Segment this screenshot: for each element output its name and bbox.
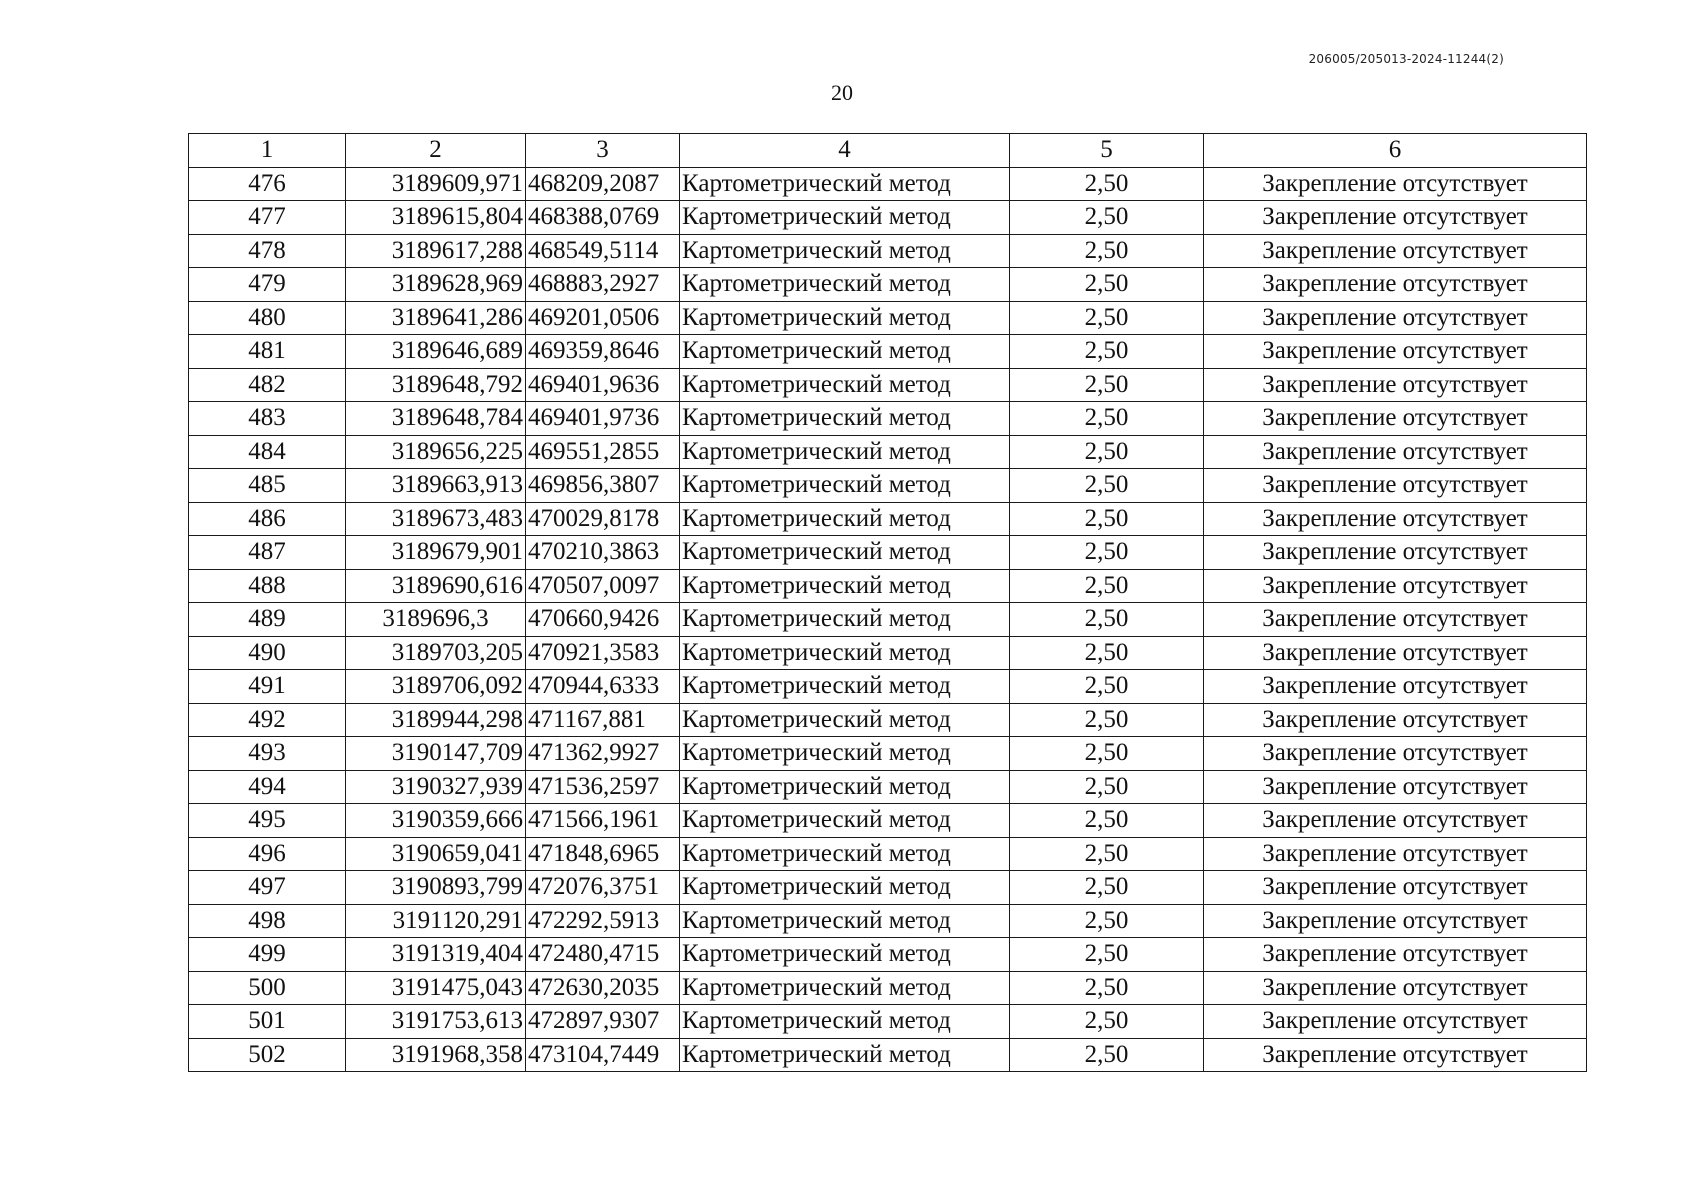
x-coordinate-cell: 3189617,288 [346, 234, 526, 268]
x-coordinate-cell: 3189690,616 [346, 569, 526, 603]
table-row [189, 402, 1587, 436]
marker-description-cell: Закрепление отсутствует [1204, 234, 1587, 268]
point-number-cell: 491 [189, 670, 346, 704]
accuracy-cell: 2,50 [1010, 201, 1204, 235]
accuracy-cell: 2,50 [1010, 502, 1204, 536]
table-row [189, 804, 1587, 838]
marker-description-cell: Закрепление отсутствует [1204, 871, 1587, 905]
point-number-cell: 480 [189, 301, 346, 335]
marker-description-cell: Закрепление отсутствует [1204, 502, 1587, 536]
x-coordinate-cell: 3191753,613 [346, 1005, 526, 1039]
accuracy-cell: 2,50 [1010, 871, 1204, 905]
x-coordinate-cell: 3189703,205 [346, 636, 526, 670]
point-number-cell: 483 [189, 402, 346, 436]
point-number-cell: 494 [189, 770, 346, 804]
column-header: 3 [526, 134, 680, 168]
method-cell: Картометрический метод [680, 737, 1010, 771]
column-header: 2 [346, 134, 526, 168]
y-coordinate-cell: 471848,6965 [526, 837, 680, 871]
method-cell: Картометрический метод [680, 904, 1010, 938]
column-header: 1 [189, 134, 346, 168]
table-body [189, 167, 1587, 1072]
marker-description-cell: Закрепление отсутствует [1204, 703, 1587, 737]
method-cell: Картометрический метод [680, 502, 1010, 536]
table-row [189, 636, 1587, 670]
accuracy-cell: 2,50 [1010, 167, 1204, 201]
accuracy-cell: 2,50 [1010, 670, 1204, 704]
document-number: 206005/205013-2024-11244(2) [1308, 52, 1504, 66]
method-cell: Картометрический метод [680, 837, 1010, 871]
point-number-cell: 501 [189, 1005, 346, 1039]
accuracy-cell: 2,50 [1010, 435, 1204, 469]
x-coordinate-cell: 3189646,689 [346, 335, 526, 369]
table-row [189, 670, 1587, 704]
point-number-cell: 476 [189, 167, 346, 201]
x-coordinate-cell: 3190147,709 [346, 737, 526, 771]
method-cell: Картометрический метод [680, 804, 1010, 838]
marker-description-cell: Закрепление отсутствует [1204, 837, 1587, 871]
point-number-cell: 484 [189, 435, 346, 469]
marker-description-cell: Закрепление отсутствует [1204, 904, 1587, 938]
x-coordinate-cell: 3191319,404 [346, 938, 526, 972]
point-number-cell: 492 [189, 703, 346, 737]
method-cell: Картометрический метод [680, 770, 1010, 804]
point-number-cell: 490 [189, 636, 346, 670]
table-row [189, 234, 1587, 268]
point-number-cell: 482 [189, 368, 346, 402]
point-number-cell: 502 [189, 1038, 346, 1072]
y-coordinate-cell: 469401,9736 [526, 402, 680, 436]
accuracy-cell: 2,50 [1010, 368, 1204, 402]
table-row [189, 737, 1587, 771]
y-coordinate-cell: 471536,2597 [526, 770, 680, 804]
table-row [189, 201, 1587, 235]
point-number-cell: 497 [189, 871, 346, 905]
x-coordinate-cell: 3191120,291 [346, 904, 526, 938]
table-row [189, 536, 1587, 570]
point-number-cell: 493 [189, 737, 346, 771]
method-cell: Картометрический метод [680, 234, 1010, 268]
point-number-cell: 489 [189, 603, 346, 637]
y-coordinate-cell: 472630,2035 [526, 971, 680, 1005]
method-cell: Картометрический метод [680, 670, 1010, 704]
method-cell: Картометрический метод [680, 1038, 1010, 1072]
method-cell: Картометрический метод [680, 201, 1010, 235]
marker-description-cell: Закрепление отсутствует [1204, 569, 1587, 603]
y-coordinate-cell: 471167,881 [526, 703, 680, 737]
table-row [189, 569, 1587, 603]
method-cell: Картометрический метод [680, 167, 1010, 201]
y-coordinate-cell: 469856,3807 [526, 469, 680, 503]
x-coordinate-cell: 3189615,804 [346, 201, 526, 235]
x-coordinate-cell: 3189609,971 [346, 167, 526, 201]
marker-description-cell: Закрепление отсутствует [1204, 804, 1587, 838]
y-coordinate-cell: 469551,2855 [526, 435, 680, 469]
marker-description-cell: Закрепление отсутствует [1204, 335, 1587, 369]
x-coordinate-cell: 3189628,969 [346, 268, 526, 302]
method-cell: Картометрический метод [680, 938, 1010, 972]
x-coordinate-cell: 3190659,041 [346, 837, 526, 871]
y-coordinate-cell: 468549,5114 [526, 234, 680, 268]
point-number-cell: 500 [189, 971, 346, 1005]
method-cell: Картометрический метод [680, 335, 1010, 369]
x-coordinate-cell: 3189641,286 [346, 301, 526, 335]
table-row [189, 268, 1587, 302]
x-coordinate-cell: 3189656,225 [346, 435, 526, 469]
method-cell: Картометрический метод [680, 536, 1010, 570]
x-coordinate-cell: 3191475,043 [346, 971, 526, 1005]
accuracy-cell: 2,50 [1010, 402, 1204, 436]
marker-description-cell: Закрепление отсутствует [1204, 737, 1587, 771]
table-row [189, 1005, 1587, 1039]
method-cell: Картометрический метод [680, 603, 1010, 637]
method-cell: Картометрический метод [680, 971, 1010, 1005]
table-row [189, 703, 1587, 737]
table-row [189, 837, 1587, 871]
accuracy-cell: 2,50 [1010, 1005, 1204, 1039]
method-cell: Картометрический метод [680, 469, 1010, 503]
table-row [189, 301, 1587, 335]
table-row [189, 167, 1587, 201]
y-coordinate-cell: 468209,2087 [526, 167, 680, 201]
marker-description-cell: Закрепление отсутствует [1204, 402, 1587, 436]
accuracy-cell: 2,50 [1010, 837, 1204, 871]
y-coordinate-cell: 468388,0769 [526, 201, 680, 235]
x-coordinate-cell: 3189648,784 [346, 402, 526, 436]
y-coordinate-cell: 470210,3863 [526, 536, 680, 570]
accuracy-cell: 2,50 [1010, 301, 1204, 335]
x-coordinate-cell: 3190359,666 [346, 804, 526, 838]
y-coordinate-cell: 472076,3751 [526, 871, 680, 905]
point-number-cell: 481 [189, 335, 346, 369]
accuracy-cell: 2,50 [1010, 469, 1204, 503]
table-row [189, 502, 1587, 536]
method-cell: Картометрический метод [680, 402, 1010, 436]
marker-description-cell: Закрепление отсутствует [1204, 670, 1587, 704]
point-number-cell: 495 [189, 804, 346, 838]
point-number-cell: 478 [189, 234, 346, 268]
x-coordinate-cell: 3189696,3 [346, 603, 526, 637]
y-coordinate-cell: 470660,9426 [526, 603, 680, 637]
accuracy-cell: 2,50 [1010, 335, 1204, 369]
method-cell: Картометрический метод [680, 569, 1010, 603]
accuracy-cell: 2,50 [1010, 1038, 1204, 1072]
x-coordinate-cell: 3191968,358 [346, 1038, 526, 1072]
point-number-cell: 477 [189, 201, 346, 235]
y-coordinate-cell: 471362,9927 [526, 737, 680, 771]
coordinates-table [188, 133, 1587, 1072]
marker-description-cell: Закрепление отсутствует [1204, 938, 1587, 972]
marker-description-cell: Закрепление отсутствует [1204, 435, 1587, 469]
accuracy-cell: 2,50 [1010, 703, 1204, 737]
marker-description-cell: Закрепление отсутствует [1204, 971, 1587, 1005]
table-row [189, 971, 1587, 1005]
accuracy-cell: 2,50 [1010, 569, 1204, 603]
y-coordinate-cell: 471566,1961 [526, 804, 680, 838]
table-row [189, 871, 1587, 905]
x-coordinate-cell: 3189673,483 [346, 502, 526, 536]
accuracy-cell: 2,50 [1010, 636, 1204, 670]
marker-description-cell: Закрепление отсутствует [1204, 1005, 1587, 1039]
marker-description-cell: Закрепление отсутствует [1204, 469, 1587, 503]
marker-description-cell: Закрепление отсутствует [1204, 1038, 1587, 1072]
method-cell: Картометрический метод [680, 703, 1010, 737]
y-coordinate-cell: 472292,5913 [526, 904, 680, 938]
y-coordinate-cell: 470921,3583 [526, 636, 680, 670]
marker-description-cell: Закрепление отсутствует [1204, 167, 1587, 201]
point-number-cell: 498 [189, 904, 346, 938]
y-coordinate-cell: 470944,6333 [526, 670, 680, 704]
method-cell: Картометрический метод [680, 1005, 1010, 1039]
point-number-cell: 488 [189, 569, 346, 603]
table-row [189, 770, 1587, 804]
x-coordinate-cell: 3189663,913 [346, 469, 526, 503]
method-cell: Картометрический метод [680, 871, 1010, 905]
page-number-container [0, 80, 1684, 106]
x-coordinate-cell: 3189706,092 [346, 670, 526, 704]
point-number-cell: 485 [189, 469, 346, 503]
column-header: 4 [680, 134, 1010, 168]
marker-description-cell: Закрепление отсутствует [1204, 201, 1587, 235]
accuracy-cell: 2,50 [1010, 268, 1204, 302]
marker-description-cell: Закрепление отсутствует [1204, 268, 1587, 302]
x-coordinate-cell: 3189944,298 [346, 703, 526, 737]
y-coordinate-cell: 472480,4715 [526, 938, 680, 972]
y-coordinate-cell: 470029,8178 [526, 502, 680, 536]
marker-description-cell: Закрепление отсутствует [1204, 536, 1587, 570]
x-coordinate-cell: 3189679,901 [346, 536, 526, 570]
y-coordinate-cell: 469201,0506 [526, 301, 680, 335]
y-coordinate-cell: 469359,8646 [526, 335, 680, 369]
marker-description-cell: Закрепление отсутствует [1204, 636, 1587, 670]
y-coordinate-cell: 472897,9307 [526, 1005, 680, 1039]
marker-description-cell: Закрепление отсутствует [1204, 368, 1587, 402]
method-cell: Картометрический метод [680, 301, 1010, 335]
table-row [189, 469, 1587, 503]
marker-description-cell: Закрепление отсутствует [1204, 603, 1587, 637]
accuracy-cell: 2,50 [1010, 536, 1204, 570]
accuracy-cell: 2,50 [1010, 770, 1204, 804]
marker-description-cell: Закрепление отсутствует [1204, 301, 1587, 335]
point-number-cell: 496 [189, 837, 346, 871]
table-row [189, 904, 1587, 938]
accuracy-cell: 2,50 [1010, 971, 1204, 1005]
header-row [189, 134, 1587, 168]
table-row [189, 435, 1587, 469]
x-coordinate-cell: 3190327,939 [346, 770, 526, 804]
y-coordinate-cell: 473104,7449 [526, 1038, 680, 1072]
accuracy-cell: 2,50 [1010, 234, 1204, 268]
point-number-cell: 487 [189, 536, 346, 570]
column-header: 6 [1204, 134, 1587, 168]
x-coordinate-cell: 3189648,792 [346, 368, 526, 402]
y-coordinate-cell: 470507,0097 [526, 569, 680, 603]
method-cell: Картометрический метод [680, 636, 1010, 670]
accuracy-cell: 2,50 [1010, 603, 1204, 637]
table-row [189, 1038, 1587, 1072]
x-coordinate-cell: 3190893,799 [346, 871, 526, 905]
method-cell: Картометрический метод [680, 368, 1010, 402]
page-number: 20 [831, 80, 853, 105]
point-number-cell: 486 [189, 502, 346, 536]
point-number-cell: 499 [189, 938, 346, 972]
accuracy-cell: 2,50 [1010, 904, 1204, 938]
marker-description-cell: Закрепление отсутствует [1204, 770, 1587, 804]
table-row [189, 368, 1587, 402]
point-number-cell: 479 [189, 268, 346, 302]
table-header [189, 134, 1587, 168]
y-coordinate-cell: 468883,2927 [526, 268, 680, 302]
accuracy-cell: 2,50 [1010, 804, 1204, 838]
accuracy-cell: 2,50 [1010, 938, 1204, 972]
table-row [189, 938, 1587, 972]
method-cell: Картометрический метод [680, 268, 1010, 302]
accuracy-cell: 2,50 [1010, 737, 1204, 771]
method-cell: Картометрический метод [680, 435, 1010, 469]
table-row [189, 335, 1587, 369]
column-header: 5 [1010, 134, 1204, 168]
y-coordinate-cell: 469401,9636 [526, 368, 680, 402]
table-row [189, 603, 1587, 637]
